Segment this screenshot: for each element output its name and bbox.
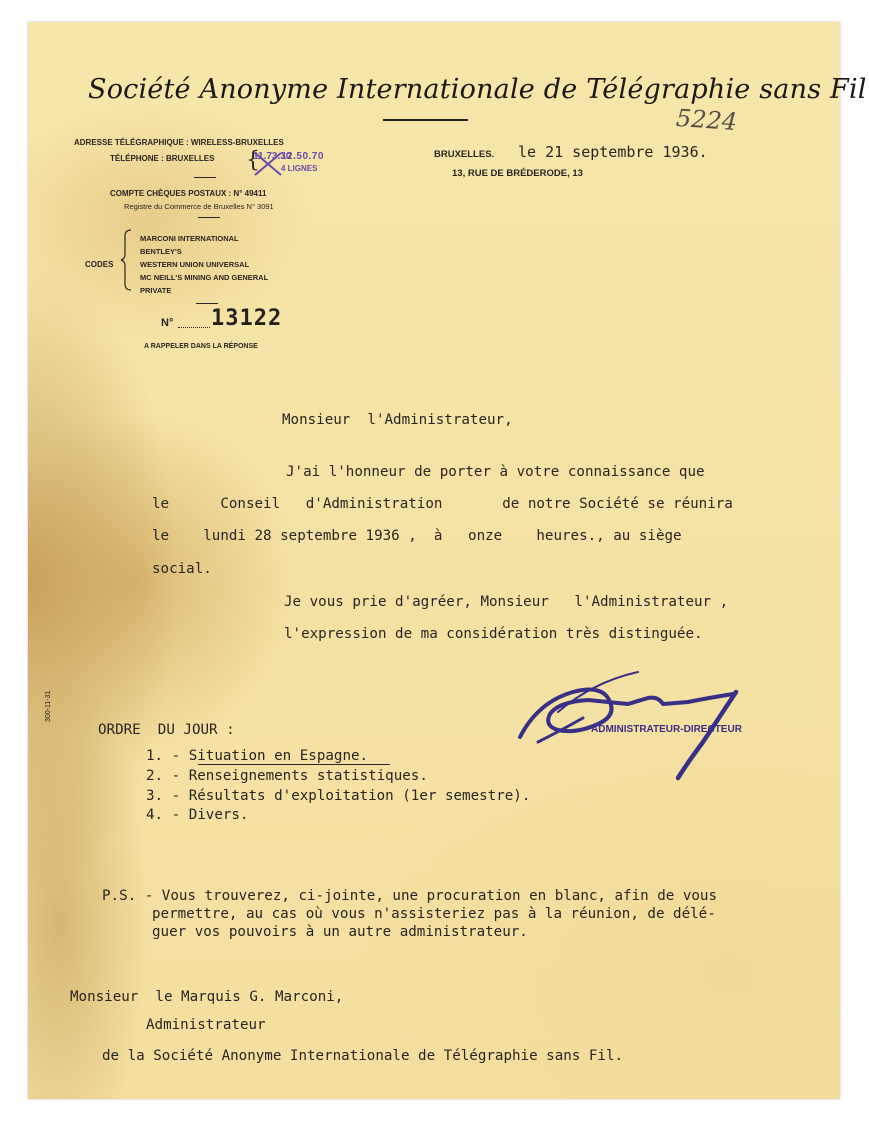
telephone-brace: { <box>246 148 260 173</box>
telephone-label: TÉLÉPHONE : BRUXELLES <box>110 154 215 163</box>
city-name: BRUXELLES. <box>434 149 495 160</box>
code-item: WESTERN UNION UNIVERSAL <box>140 260 250 269</box>
codes-brace <box>120 228 134 292</box>
header-rule-small <box>198 217 220 218</box>
paragraph-line: J'ai l'honneur de porter à votre connaissance que <box>286 464 705 480</box>
signature-title-stamp: ADMINISTRATEUR-DIRECTEUR <box>591 724 742 735</box>
paragraph-line: le Conseil d'Administration de notre Société se réunira <box>152 496 733 512</box>
code-item: MARCONI INTERNATIONAL <box>140 234 239 243</box>
paragraph-line: social. <box>152 561 212 577</box>
letter-sheet <box>28 22 867 1099</box>
recall-note: A RAPPELER DANS LA RÉPONSE <box>144 343 258 350</box>
code-item: BENTLEY'S <box>140 247 182 256</box>
side-print-code: 300-11-31 <box>45 690 52 722</box>
document-number: 13122 <box>211 306 283 331</box>
addressee-name: Monsieur le Marquis G. Marconi, <box>70 989 344 1005</box>
paragraph-line: Je vous prie d'agréer, Monsieur l'Administrateur , <box>284 594 729 610</box>
agenda-item: 3. - Résultats d'exploitation (1er semestre). <box>146 788 531 804</box>
street-address: 13, RUE DE BRÉDERODE, 13 <box>452 168 583 179</box>
letter-date: le 21 septembre 1936. <box>518 143 708 161</box>
header-divider <box>383 119 468 121</box>
strike-through-mark <box>253 151 283 177</box>
telephone-struck-number: 11.73.30 <box>253 151 292 162</box>
postscript-line: guer vos pouvoirs à un autre administrateur. <box>152 924 528 940</box>
agenda-item-underline <box>198 764 390 765</box>
codes-label: CODES <box>85 260 114 269</box>
codes-list <box>140 232 268 297</box>
handwritten-reference-number: 5224 <box>675 103 738 137</box>
telephone-stamp-number: 12.50.70 <box>281 151 324 162</box>
agenda-item: 1. - Situation en Espagne. <box>146 748 369 764</box>
company-name-heading: Société Anonyme Internationale de Télégraphie sans Fil <box>88 74 867 105</box>
addressee-title: Administrateur <box>146 1017 266 1033</box>
agenda-item: 4. - Divers. <box>146 807 249 823</box>
telegraphic-address: ADRESSE TÉLÉGRAPHIQUE : WIRELESS-BRUXELLES <box>74 138 284 147</box>
postscript-line: permettre, au cas où vous n'assisteriez pas à la réunion, de délé- <box>152 906 716 922</box>
header-rule-small <box>196 303 218 304</box>
handwritten-signature <box>498 642 758 782</box>
addressee-organization: de la Société Anonyme Internationale de Télégraphie sans Fil. <box>102 1048 624 1064</box>
code-item: PRIVATE <box>140 286 172 295</box>
telephone-stamp-lines: 4 LIGNES <box>281 164 318 173</box>
postscript-line: P.S. - Vous trouverez, ci-jointe, une procuration en blanc, afin de vous <box>102 888 717 904</box>
salutation: Monsieur l'Administrateur, <box>282 412 513 428</box>
telephone-stamp <box>253 151 323 179</box>
document-number-label: N° <box>161 317 174 329</box>
commerce-register: Registre du Commerce de Bruxelles N° 3091 <box>124 202 274 211</box>
header-rule-small <box>194 177 216 178</box>
agenda-title: ORDRE DU JOUR : <box>98 722 235 738</box>
paragraph-line: l'expression de ma considération très distinguée. <box>284 626 703 642</box>
code-item: MC NEILL'S MINING AND GENERAL <box>140 273 269 282</box>
postal-account: COMPTE CHÈQUES POSTAUX : N° 49411 <box>110 189 267 198</box>
document-number-dotted-line <box>178 315 210 328</box>
paragraph-line: le lundi 28 septembre 1936 , à onze heures., au siège <box>152 528 682 544</box>
agenda-item: 2. - Renseignements statistiques. <box>146 768 428 784</box>
